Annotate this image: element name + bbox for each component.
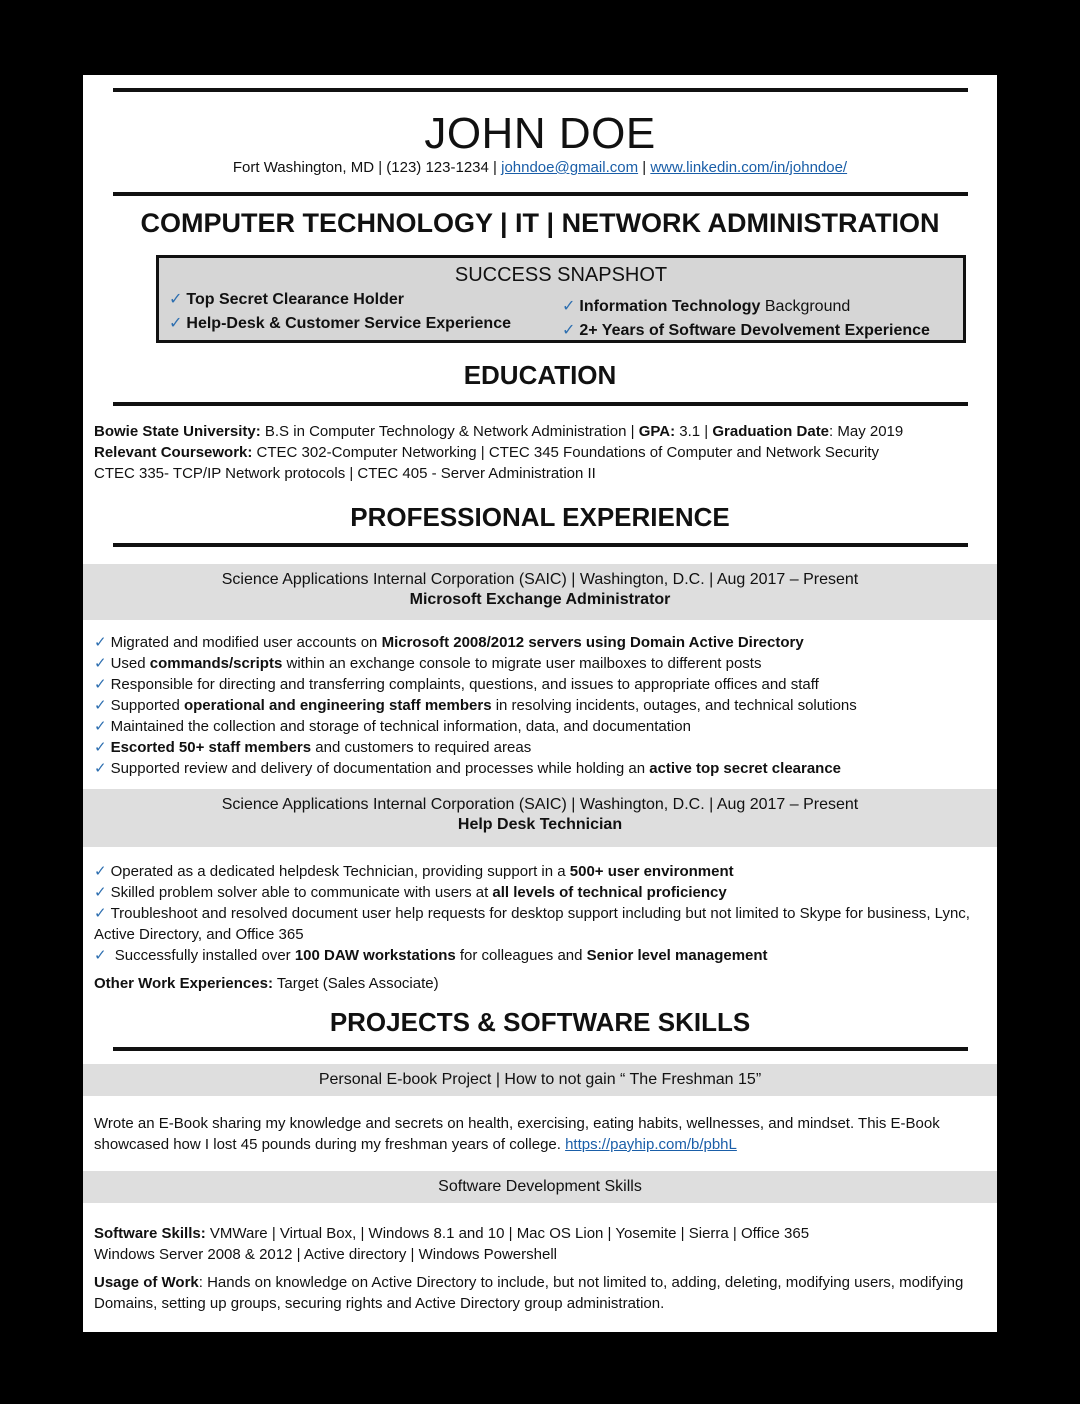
top-rule (113, 88, 968, 92)
check-icon: ✓ (169, 291, 183, 308)
job-bullets (94, 632, 857, 779)
usage-of-work: Usage of Work: Hands on knowledge on Active Directory to include, but not limited to, adding, deleting, modifying users, modifying Domains, setting up groups, securing rights and Active Directory group administration. (94, 1274, 964, 1312)
snapshot-item: ✓ Information Technology Background (562, 298, 851, 315)
email-link[interactable]: johndoe@gmail.com (501, 159, 639, 176)
other-experience: Other Work Experiences: Target (Sales Associate) (94, 975, 439, 992)
linkedin-link[interactable]: www.linkedin.com/in/johndoe/ (650, 159, 848, 176)
project-link[interactable]: https://payhip.com/b/pbhL (565, 1136, 737, 1153)
education-heading: EDUCATION (463, 360, 617, 390)
list-item: ✓ Used commands/scripts within an exchange console to migrate user mailboxes to different posts (94, 655, 762, 672)
success-snapshot-box (156, 255, 966, 343)
list-item: ✓ Troubleshoot and resolved document user help requests for desktop support including but not limited to Skype for business, Lync, Active Directory, and Office 365 (94, 905, 970, 943)
snapshot-item: ✓ Help-Desk & Customer Service Experience (169, 315, 511, 332)
check-icon: ✓ (562, 298, 576, 315)
snapshot-item: ✓ 2+ Years of Software Devolvement Experience (562, 322, 930, 339)
education-details: Bowie State University: B.S in Computer Technology & Network Administration | GPA: 3.1 | Graduation Date: May 2019 Relevant Coursework: CTEC 302-Computer Networking | CTEC 345 Foundations of Computer and Network Security CTEC 335- TCP/IP Network protocols | CTEC 405 - Server Administration II (94, 423, 904, 482)
check-icon: ✓ (562, 322, 576, 339)
snapshot-title: SUCCESS SNAPSHOT (454, 264, 668, 286)
phone: (123) 123-1234 (386, 159, 489, 176)
job-header (83, 564, 997, 620)
list-item: ✓ Responsible for directing and transferring complaints, questions, and issues to appropriate offices and staff (94, 676, 819, 693)
snapshot-item: ✓ Top Secret Clearance Holder (169, 291, 404, 308)
skills-title: Software Development Skills (438, 1178, 642, 1195)
location: Fort Washington, MD (232, 159, 375, 176)
rule (113, 543, 968, 547)
list-item: ✓ Supported review and delivery of documentation and processes while holding an active top secret clearance (94, 760, 842, 777)
resume-page (83, 75, 997, 1332)
rule (113, 192, 968, 196)
rule (113, 1047, 968, 1051)
list-item: ✓ Escorted 50+ staff members and customers to required areas (94, 739, 532, 756)
list-item: ✓ Successfully installed over 100 DAW workstations for colleagues and Senior level management (94, 947, 768, 964)
job-company: Science Applications Internal Corporation (SAIC) | Washington, D.C. | Aug 2017 – Present (221, 571, 859, 588)
project-header (83, 1064, 997, 1096)
project-title: Personal E-book Project | How to not gain “ The Freshman 15” (318, 1071, 762, 1088)
check-icon: ✓ (169, 315, 183, 332)
job-role: Microsoft Exchange Administrator (409, 591, 671, 608)
list-item: ✓ Skilled problem solver able to communicate with users at all levels of technical proficiency (94, 884, 727, 901)
software-skills: Software Skills: VMWare | Virtual Box, | Windows 8.1 and 10 | Mac OS Lion | Yosemite | Sierra | Office 365 Windows Server 2008 & 2012 | Active directory | Windows Powershell (94, 1225, 810, 1263)
job-company: Science Applications Internal Corporation (SAIC) | Washington, D.C. | Aug 2017 – Present (221, 796, 859, 813)
job-bullets (94, 861, 974, 966)
candidate-name: JOHN DOE (424, 109, 656, 158)
experience-heading: PROFESSIONAL EXPERIENCE (350, 502, 730, 532)
rule (113, 402, 968, 406)
contact-line: Fort Washington, MD | (123) 123-1234 | johndoe@gmail.com | www.linkedin.com/in/johndoe/ (232, 159, 848, 176)
job-role: Help Desk Technician (457, 816, 623, 833)
list-item: ✓ Operated as a dedicated helpdesk Technician, providing support in a 500+ user environment (94, 863, 734, 880)
list-item: ✓ Supported operational and engineering staff members in resolving incidents, outages, and technical solutions (94, 697, 857, 714)
project-description: Wrote an E-Book sharing my knowledge and secrets on health, exercising, eating habits, wellnesses, and mindset. This E-Book showcased how I lost 45 pounds during my freshman years of college. https://payhip.com/b/pbhL (94, 1115, 940, 1153)
list-item: ✓ Migrated and modified user accounts on Microsoft 2008/2012 servers using Domain Active Directory (94, 634, 804, 651)
headline: COMPUTER TECHNOLOGY | IT | NETWORK ADMINISTRATION (140, 208, 940, 238)
job-header (83, 789, 997, 847)
list-item: ✓ Maintained the collection and storage of technical information, data, and documentation (94, 718, 691, 735)
projects-heading: PROJECTS & SOFTWARE SKILLS (329, 1007, 751, 1037)
skills-header (83, 1171, 997, 1203)
